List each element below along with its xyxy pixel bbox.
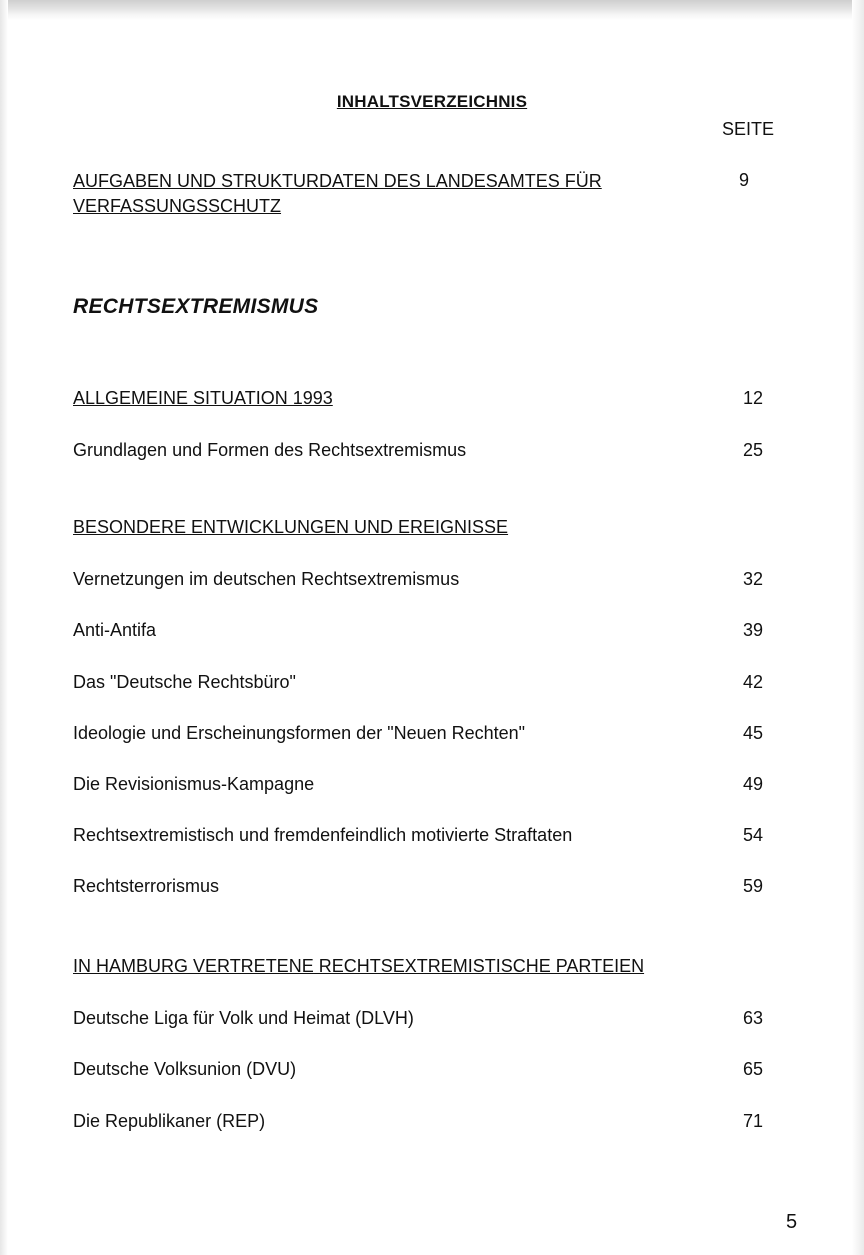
toc-section <box>73 516 763 538</box>
toc-page-number: 49 <box>742 774 763 794</box>
toc-item-label: Die Republikaner (REP) <box>73 1111 266 1131</box>
page-number: 5 <box>786 1211 798 1233</box>
toc-item-label: Anti-Antifa <box>73 620 157 640</box>
toc-section-label: ALLGEMEINE SITUATION 1993 <box>73 388 333 408</box>
toc-page-number: 32 <box>742 569 763 589</box>
toc-page-number: 54 <box>742 825 763 845</box>
toc-page-number: 25 <box>742 440 763 460</box>
toc-section-label: AUFGABEN UND STRUKTURDATEN DES LANDESAMTES FÜR VERFASSUNGSSCHUTZ <box>73 171 602 216</box>
toc-item <box>73 824 763 846</box>
toc-page-number: 12 <box>742 388 763 408</box>
toc-item <box>73 671 763 693</box>
toc-item-label: Ideologie und Erscheinungsformen der "Neuen Rechten" <box>73 723 526 743</box>
toc-item-label: Grundlagen und Formen des Rechtsextremismus <box>73 440 467 460</box>
toc-item-label: Rechtsterrorismus <box>73 876 220 896</box>
toc-item-label: Rechtsextremistisch und fremdenfeindlich motivierte Straftaten <box>73 825 573 845</box>
toc-title: INHALTSVERZEICHNIS <box>336 92 528 111</box>
toc-item <box>73 1007 763 1029</box>
toc-item <box>73 773 763 795</box>
scan-edge-left <box>0 0 8 1255</box>
toc-item <box>73 568 763 590</box>
toc-item <box>73 439 763 461</box>
toc-section-label: IN HAMBURG VERTRETENE RECHTSEXTREMISTISCHE PARTEIEN <box>73 956 645 976</box>
toc-page-number: 45 <box>742 723 763 743</box>
toc-item-label: Vernetzungen im deutschen Rechtsextremismus <box>73 569 460 589</box>
toc-item <box>73 1058 763 1080</box>
toc-section-label: BESONDERE ENTWICKLUNGEN UND EREIGNISSE <box>73 517 509 537</box>
toc-item-label: Deutsche Volksunion (DVU) <box>73 1059 297 1079</box>
toc-item <box>73 1110 763 1132</box>
toc-item <box>73 722 763 744</box>
scan-edge-top <box>0 0 864 20</box>
toc-item-label: Deutsche Liga für Volk und Heimat (DLVH) <box>73 1008 414 1028</box>
scan-edge-right <box>852 0 864 1255</box>
toc-item <box>73 875 763 897</box>
toc-section <box>73 955 763 977</box>
toc-page-number: 71 <box>742 1111 763 1131</box>
toc-item <box>73 619 763 641</box>
toc-section <box>73 169 763 219</box>
chapter-title: RECHTSEXTREMISMUS <box>73 295 319 318</box>
toc-item-label: Das "Deutsche Rechtsbüro" <box>73 672 296 692</box>
toc-section <box>73 387 763 409</box>
toc-page-number: 63 <box>742 1008 763 1028</box>
toc-page-number: 65 <box>742 1059 763 1079</box>
toc-item-label: Die Revisionismus-Kampagne <box>73 774 315 794</box>
toc-page-number: 42 <box>742 672 763 692</box>
toc-page-number: 39 <box>742 620 763 640</box>
page-column-header: SEITE <box>722 119 775 139</box>
toc-page-number: 9 <box>738 170 749 190</box>
toc-page-number: 59 <box>742 876 763 896</box>
